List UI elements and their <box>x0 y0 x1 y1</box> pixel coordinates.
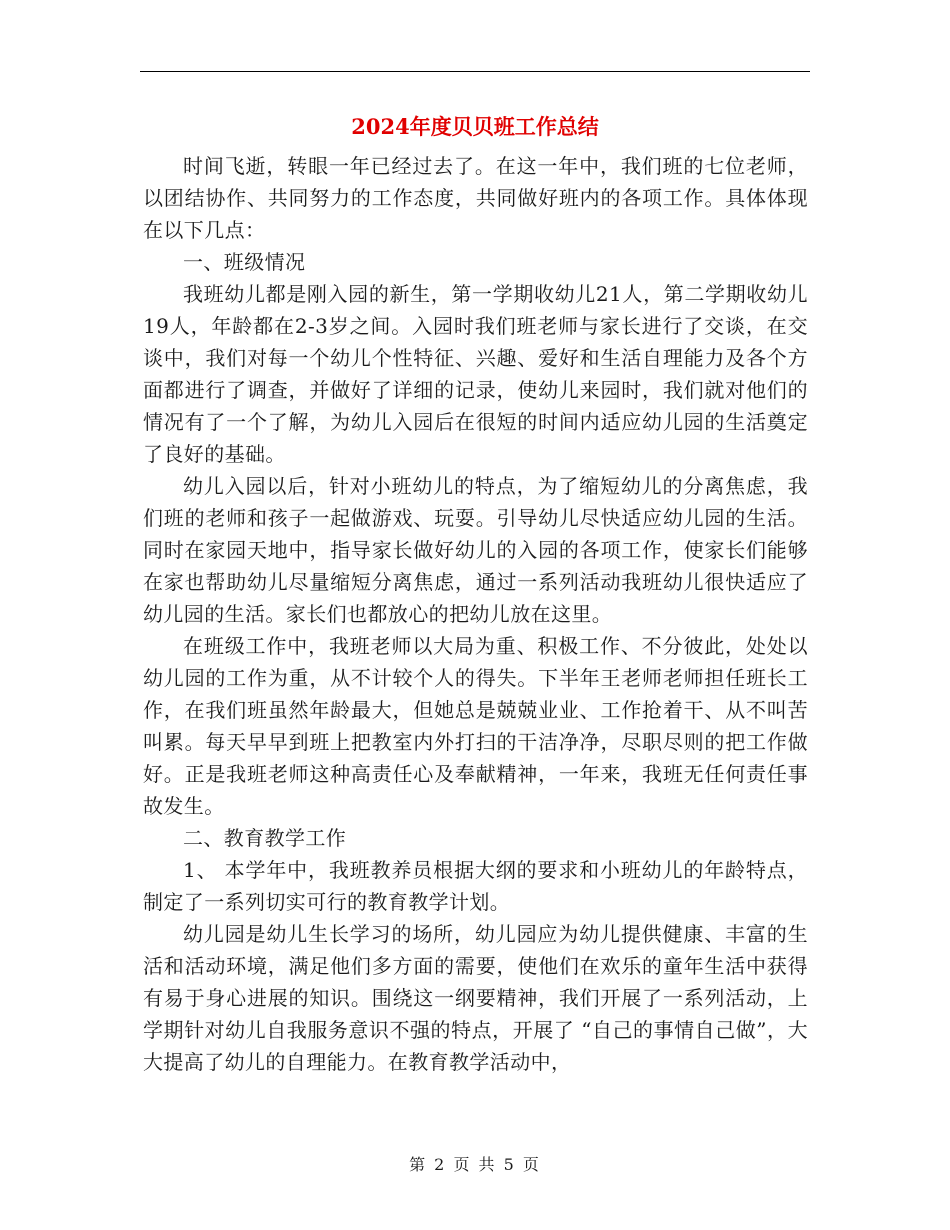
document-title: 2024年度贝贝班工作总结 <box>351 114 599 139</box>
section-heading-class-situation: 一、班级情况 <box>183 250 306 274</box>
paragraph-adaptation: 幼儿入园以后，针对小班幼儿的特点，为了缩短幼儿的分离焦虑，我们班的老师和孩子一起做游戏、玩耍。引导幼儿尽快适应幼儿园的生活。同时在家园天地中，指导家长做好幼儿的入园的各项工作，使家长们能够在家也帮助幼儿尽量缩短分离焦虑，通过一系列活动我班幼儿很快适应了幼儿园的生活。家长们也都放心的把幼儿放在这里。 <box>143 474 808 626</box>
paragraph-intro: 时间飞逝，转眼一年已经过去了。在这一年中，我们班的七位老师，以团结协作、共同努力的工作态度，共同做好班内的各项工作。具体体现在以下几点： <box>143 154 808 242</box>
paragraph-teaching-plan: 1、 本学年中，我班教养员根据大纲的要求和小班幼儿的年龄特点，制定了一系列切实可行的教育教学计划。 <box>143 858 808 914</box>
header-rule <box>140 71 810 72</box>
section-heading-teaching: 二、教育教学工作 <box>183 826 347 850</box>
page-number-footer: 第 2 页 共 5 页 <box>409 1155 541 1174</box>
document-body <box>143 150 808 1078</box>
paragraph-class-work: 在班级工作中，我班老师以大局为重、积极工作、不分彼此，处处以幼儿园的工作为重，从不计较个人的得失。下半年王老师老师担任班长工作，在我们班虽然年龄最大，但她总是兢兢业业、工作抢着干、从不叫苦叫累。每天早早到班上把教室内外打扫的干洁净净，尽职尽则的把工作做好。正是我班老师这种高责任心及奉献精神，一年来，我班无任何责任事故发生。 <box>143 634 808 818</box>
paragraph-kindergarten-environment: 幼儿园是幼儿生长学习的场所，幼儿园应为幼儿提供健康、丰富的生活和活动环境，满足他们多方面的需要，使他们在欢乐的童年生活中获得有易于身心进展的知识。围绕这一纲要精神，我们开展了一系列活动，上学期针对幼儿自我服务意识不强的特点，开展了 “自己的事情自己做”，大大提高了幼儿的自理能力。在教育教学活动中， <box>143 922 808 1074</box>
paragraph-enrollment: 我班幼儿都是刚入园的新生，第一学期收幼儿21人，第二学期收幼儿19人，年龄都在2-3岁之间。入园时我们班老师与家长进行了交谈，在交谈中，我们对每一个幼儿个性特征、兴趣、爱好和生活自理能力及各个方面都进行了调查，并做好了详细的记录，使幼儿来园时，我们就对他们的情况有了一个了解，为幼儿入园后在很短的时间内适应幼儿园的生活奠定了良好的基础。 <box>143 282 808 466</box>
